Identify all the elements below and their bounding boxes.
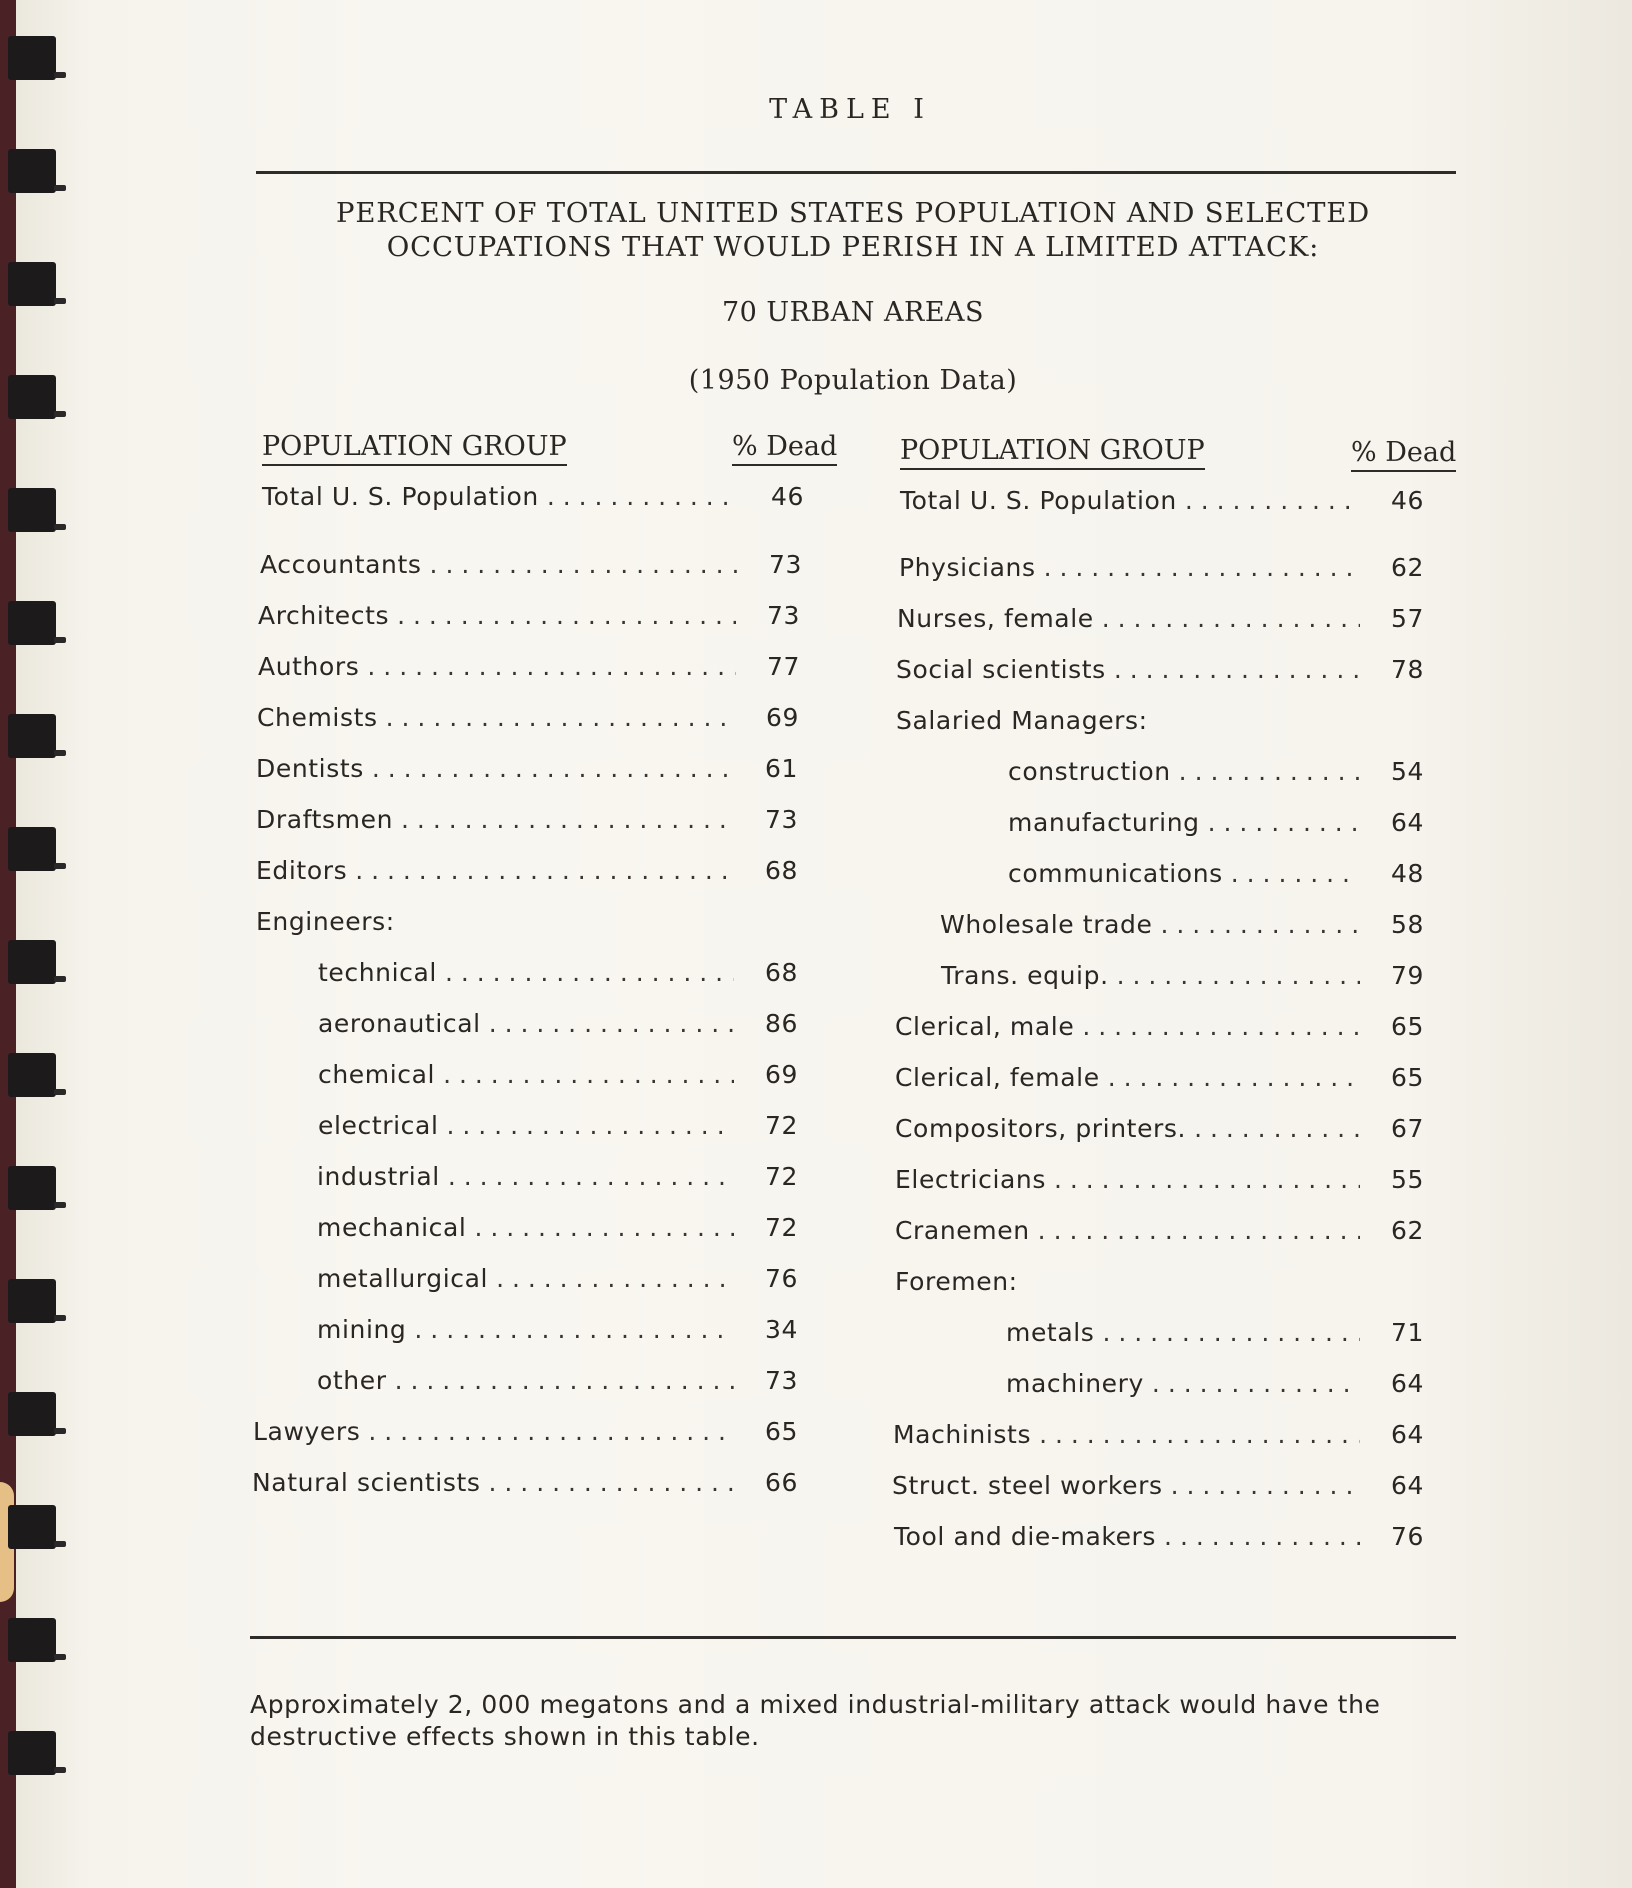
table-row: [895, 1216, 1424, 1250]
row-value: 73: [764, 805, 798, 834]
table-row: [262, 482, 804, 516]
leader-dots: [1102, 604, 1360, 633]
row-value: 86: [764, 1009, 798, 1038]
row-value: 72: [764, 1162, 798, 1191]
binding-ring: [8, 262, 56, 306]
leader-dots: [414, 1315, 734, 1344]
table-row: [1006, 1318, 1424, 1352]
leader-dots: [401, 805, 734, 834]
table-row: [318, 1060, 798, 1094]
leader-dots: [1231, 859, 1360, 888]
row-label: Wholesale trade: [940, 910, 1153, 939]
right-value-header: % Dead: [1351, 437, 1456, 472]
binding-ring: [8, 1731, 56, 1775]
leader-dots: [430, 550, 738, 579]
binding-ring: [8, 36, 56, 80]
binding-ring: [8, 1505, 56, 1549]
leader-dots: [547, 482, 740, 511]
table-row: [900, 486, 1424, 520]
row-value: 79: [1390, 961, 1424, 990]
leader-dots: [448, 1162, 734, 1191]
row-label: Nurses, female: [897, 604, 1094, 633]
table-row: [317, 1315, 798, 1349]
leader-dots: [395, 1366, 734, 1395]
row-value: 67: [1390, 1114, 1424, 1143]
table-row-group-heading: [895, 1267, 1424, 1301]
table-row: [318, 1009, 798, 1043]
table-row: [256, 805, 798, 839]
leader-dots: [443, 1060, 734, 1089]
row-label: Engineers:: [256, 907, 395, 936]
table-row: [941, 961, 1424, 995]
row-label: Dentists: [256, 754, 364, 783]
row-label: Physicians: [899, 553, 1036, 582]
table-row: [260, 550, 802, 584]
leader-dots: [489, 1468, 734, 1497]
leader-dots: [489, 1009, 734, 1038]
table-row: [895, 1165, 1424, 1199]
row-label: Clerical, male: [895, 1012, 1075, 1041]
row-value: 72: [764, 1111, 798, 1140]
row-label: communications: [1008, 859, 1223, 888]
leader-dots: [447, 1111, 735, 1140]
table-row: [258, 652, 800, 686]
leader-dots: [1152, 1369, 1360, 1398]
row-label: Chemists: [257, 703, 378, 732]
row-value: 58: [1390, 910, 1424, 939]
row-value: 64: [1390, 808, 1424, 837]
binding-ring: [8, 601, 56, 645]
table-row: [317, 1213, 798, 1247]
row-value: 54: [1390, 757, 1424, 786]
row-label: other: [317, 1366, 387, 1395]
binding-ring: [8, 1053, 56, 1097]
row-label: Authors: [258, 652, 360, 681]
row-value: 77: [766, 652, 800, 681]
table-row: [894, 1522, 1424, 1556]
left-value-header: % Dead: [732, 431, 837, 466]
row-value: 61: [764, 754, 798, 783]
leader-dots: [496, 1264, 734, 1293]
binding-ring: [8, 149, 56, 193]
leader-dots: [474, 1213, 734, 1242]
leader-dots: [1185, 486, 1360, 515]
row-value: 69: [765, 703, 799, 732]
row-value: 68: [764, 856, 798, 885]
table-row: [897, 604, 1424, 638]
table-row: [940, 910, 1424, 944]
row-value: 65: [1390, 1063, 1424, 1092]
table-row: [317, 1264, 798, 1298]
leader-dots: [397, 601, 736, 630]
table-row: [253, 1417, 798, 1451]
row-label: Natural scientists: [252, 1468, 481, 1497]
row-value: 62: [1390, 1216, 1424, 1245]
row-value: 55: [1390, 1165, 1424, 1194]
table-row: [258, 601, 800, 635]
row-label: Compositors, printers.: [895, 1114, 1187, 1143]
table-row: [899, 553, 1424, 587]
top-rule: [256, 171, 1456, 174]
row-value: 64: [1390, 1471, 1424, 1500]
leader-dots: [1054, 1165, 1360, 1194]
table-row: [1008, 757, 1424, 791]
leader-dots: [445, 958, 734, 987]
row-label: technical: [318, 958, 437, 987]
table-row: [317, 1162, 798, 1196]
row-value: 57: [1390, 604, 1424, 633]
table-row: [257, 703, 799, 737]
row-value: 65: [764, 1417, 798, 1446]
leader-dots: [1117, 961, 1360, 990]
row-label: electrical: [318, 1111, 439, 1140]
row-label: Machinists: [893, 1420, 1032, 1449]
table-row: [1008, 808, 1424, 842]
row-value: 68: [764, 958, 798, 987]
leader-dots: [1102, 1318, 1360, 1347]
row-value: 46: [770, 482, 804, 511]
row-label: industrial: [317, 1162, 440, 1191]
row-label: Salaried Managers:: [896, 706, 1148, 735]
row-label: Total U. S. Population: [262, 482, 539, 511]
leader-dots: [1171, 1471, 1360, 1500]
row-label: Struct. steel workers: [892, 1471, 1163, 1500]
row-label: aeronautical: [318, 1009, 481, 1038]
table-row: [893, 1420, 1424, 1454]
binding-ring: [8, 375, 56, 419]
table-row: [252, 1468, 798, 1502]
binding-ring: [8, 940, 56, 984]
row-label: Social scientists: [896, 655, 1106, 684]
leader-dots: [1114, 655, 1360, 684]
table-row: [318, 1111, 798, 1145]
bottom-rule: [250, 1636, 1456, 1639]
leader-dots: [1194, 1114, 1360, 1143]
leader-dots: [1082, 1012, 1360, 1041]
leader-dots: [355, 856, 734, 885]
table-row: [895, 1114, 1424, 1148]
row-label: manufacturing: [1008, 808, 1200, 837]
leader-dots: [367, 652, 736, 681]
urban-areas-subtitle: 70 URBAN AREAS: [721, 297, 985, 328]
row-value: 76: [764, 1264, 798, 1293]
row-value: 72: [764, 1213, 798, 1242]
row-label: construction: [1008, 757, 1171, 786]
table-row: [318, 958, 798, 992]
row-label: Clerical, female: [895, 1063, 1100, 1092]
row-value: 69: [764, 1060, 798, 1089]
row-label: machinery: [1006, 1369, 1144, 1398]
row-value: 76: [1390, 1522, 1424, 1551]
leader-dots: [1039, 1420, 1360, 1449]
binding-ring: [8, 1279, 56, 1323]
row-value: 64: [1390, 1420, 1424, 1449]
footnote: Approximately 2, 000 megatons and a mixed industrial-military attack would have the destructive effects shown in this table.: [250, 1690, 1381, 1751]
row-label: Tool and die-makers: [894, 1522, 1157, 1551]
row-label: Editors: [256, 856, 348, 885]
row-label: Foremen:: [895, 1267, 1018, 1296]
leader-dots: [386, 703, 735, 732]
table-row: [1008, 859, 1424, 893]
leader-dots: [1108, 1063, 1360, 1092]
table-label: TABLE I: [769, 94, 931, 125]
leader-dots: [1038, 1216, 1360, 1245]
leader-dots: [372, 754, 734, 783]
row-value: 48: [1390, 859, 1424, 888]
table-row: [317, 1366, 798, 1400]
row-label: mechanical: [317, 1213, 467, 1242]
table-row: [256, 754, 798, 788]
binding-ring: [8, 714, 56, 758]
row-label: mining: [317, 1315, 407, 1344]
table-row: [1006, 1369, 1424, 1403]
row-value: 34: [764, 1315, 798, 1344]
table-row-group-heading: [256, 907, 798, 941]
leader-dots: [368, 1417, 734, 1446]
row-label: Draftsmen: [256, 805, 394, 834]
leader-dots: [1179, 757, 1360, 786]
row-value: 65: [1390, 1012, 1424, 1041]
leader-dots: [1044, 553, 1360, 582]
row-value: 71: [1390, 1318, 1424, 1347]
row-label: metallurgical: [317, 1264, 489, 1293]
row-value: 73: [766, 601, 800, 630]
table-row: [256, 856, 798, 890]
leader-dots: [1208, 808, 1360, 837]
row-value: 78: [1390, 655, 1424, 684]
table-title-line-1: PERCENT OF TOTAL UNITED STATES POPULATION AND SELECTED: [336, 197, 1370, 229]
row-label: Total U. S. Population: [900, 486, 1177, 515]
row-label: Lawyers: [253, 1417, 361, 1446]
binding-ring: [8, 827, 56, 871]
table-row-group-heading: [896, 706, 1424, 740]
table-row: [892, 1471, 1424, 1505]
population-data-subtitle: (1950 Population Data): [688, 365, 1018, 396]
binding-ring: [8, 488, 56, 532]
row-label: metals: [1006, 1318, 1095, 1347]
table-title-line-2: OCCUPATIONS THAT WOULD PERISH IN A LIMITED ATTACK:: [386, 231, 1320, 263]
row-label: Cranemen: [895, 1216, 1030, 1245]
binding-ring: [8, 1392, 56, 1436]
leader-dots: [1160, 910, 1360, 939]
row-value: 66: [764, 1468, 798, 1497]
row-label: Accountants: [260, 550, 422, 579]
row-label: chemical: [318, 1060, 436, 1089]
row-label: Architects: [258, 601, 390, 630]
table-row: [895, 1012, 1424, 1046]
row-value: 73: [768, 550, 802, 579]
right-group-header: POPULATION GROUP: [900, 435, 1205, 470]
row-label: Trans. equip.: [941, 961, 1109, 990]
leader-dots: [1164, 1522, 1360, 1551]
binding-ring: [8, 1618, 56, 1662]
table-row: [896, 655, 1424, 689]
row-value: 46: [1390, 486, 1424, 515]
row-value: 73: [764, 1366, 798, 1395]
table-row: [895, 1063, 1424, 1097]
row-value: 64: [1390, 1369, 1424, 1398]
row-label: Electricians: [895, 1165, 1046, 1194]
left-group-header: POPULATION GROUP: [262, 431, 567, 466]
row-value: 62: [1390, 553, 1424, 582]
binding-ring: [8, 1166, 56, 1210]
